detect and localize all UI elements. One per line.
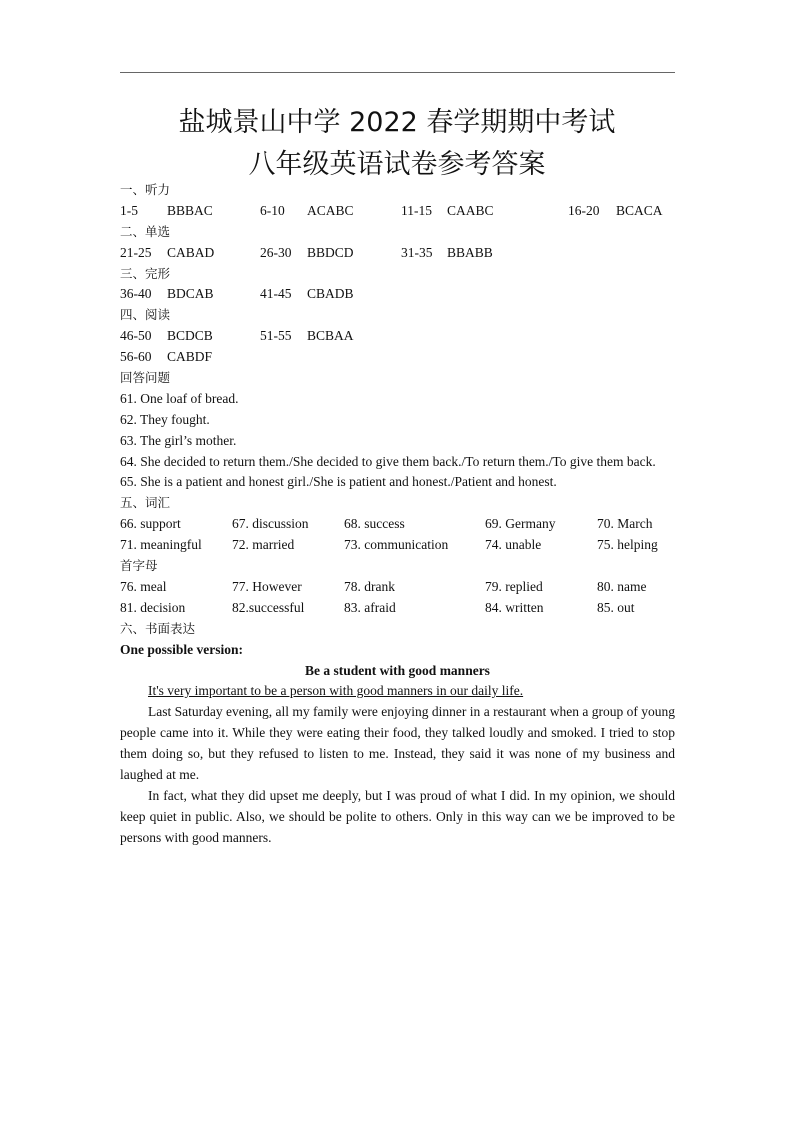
vocabulary-row <box>120 535 675 556</box>
answer-group: 6-10 <box>260 202 285 218</box>
vocabulary-row <box>120 514 675 535</box>
document-title: 盐城景山中学 2022 春学期期中考试 <box>178 107 616 138</box>
vocab-answer: 83. afraid <box>344 599 396 615</box>
vocab-answer: 73. communication <box>344 537 449 553</box>
answer-group: 46-50 <box>120 328 152 344</box>
vocab-answer: 69. Germany <box>485 516 556 532</box>
reading-answers <box>120 326 675 347</box>
answer-group: 1-5 <box>120 202 138 218</box>
vocab-answer: 80. name <box>597 578 647 594</box>
cloze-answers <box>120 284 675 305</box>
vocab-answer: 68. success <box>344 516 405 532</box>
section-heading-reading: 四、阅读 <box>120 307 171 323</box>
answer-group: 41-45 <box>260 286 292 302</box>
answer-value: CAABC <box>447 202 494 218</box>
answer-value: BBBAC <box>167 202 213 218</box>
vocab-answer: 67. discussion <box>232 516 309 532</box>
vocabulary-row <box>120 598 675 619</box>
vocab-answer: 74. unable <box>485 537 542 553</box>
vocab-answer: 79. replied <box>485 578 543 594</box>
answer-value: BDCAB <box>167 286 214 302</box>
essay-opening-text: It's very important to be a person with good manners in our daily life. <box>148 683 524 699</box>
answer-key <box>120 180 675 849</box>
answer-group: 21-25 <box>120 244 152 260</box>
qa-answer: 65. She is a patient and honest girl./She is patient and honest./Patient and honest. <box>120 474 557 490</box>
essay-paragraph: Last Saturday evening, all my family were enjoying dinner in a restaurant when a group of young people came into it. While they were eating their food, they talked loudly and smoked. I tried to stop them doing so, but they refused to listen to me. Instead, they said it was none of my business and laughed at me. <box>120 704 675 782</box>
vocab-answer: 78. drank <box>344 578 395 594</box>
qa-answer: 61. One loaf of bread. <box>120 390 239 406</box>
vocab-answer: 76. meal <box>120 578 167 594</box>
section-heading-qa: 回答问题 <box>120 370 171 386</box>
answer-value: BCACA <box>616 202 663 218</box>
single-choice-answers <box>120 243 675 264</box>
vocab-answer: 70. March <box>597 516 653 532</box>
section-heading-vocabulary: 五、词汇 <box>120 495 171 511</box>
listening-answers <box>120 201 675 222</box>
vocab-answer: 77. However <box>232 578 302 594</box>
section-heading-initial-letter: 首字母 <box>120 558 158 574</box>
answer-value: CBADB <box>307 286 354 302</box>
section-heading-cloze: 三、完形 <box>120 265 171 281</box>
essay-title: Be a student with good manners <box>305 662 490 678</box>
vocab-answer: 72. married <box>232 537 295 553</box>
vocab-answer: 82.successful <box>232 599 305 615</box>
answer-value: CABDF <box>167 349 213 365</box>
qa-answer: 63. The girl’s mother. <box>120 432 237 448</box>
vocab-answer: 85. out <box>597 599 635 615</box>
answer-group: 51-55 <box>260 328 292 344</box>
answer-group: 11-15 <box>401 202 432 218</box>
answer-group: 26-30 <box>260 244 292 260</box>
answer-value: BBABB <box>447 244 493 260</box>
answer-value: ACABC <box>307 202 354 218</box>
vocab-answer: 84. written <box>485 599 544 615</box>
vocab-answer: 71. meaningful <box>120 537 202 553</box>
section-heading-single-choice: 二、单选 <box>120 223 171 239</box>
vocab-answer: 75. helping <box>597 537 658 553</box>
vocab-answer: 81. decision <box>120 599 186 615</box>
vocab-answer: 66. support <box>120 516 181 532</box>
section-heading-writing: 六、书面表达 <box>120 620 196 636</box>
vocabulary-row <box>120 577 675 598</box>
answer-group: 36-40 <box>120 286 152 302</box>
header-rule <box>120 72 675 73</box>
reading-answers <box>120 347 675 368</box>
qa-answer: 62. They fought. <box>120 411 210 427</box>
answer-value: BCDCB <box>167 328 213 344</box>
answer-value: CABAD <box>167 244 215 260</box>
qa-answer: 64. She decided to return them./She decided to give them back./To return them./To give them back. <box>120 453 656 469</box>
answer-group: 16-20 <box>568 202 600 218</box>
essay-paragraph: In fact, what they did upset me deeply, but I was proud of what I did. In my opinion, we should keep quiet in public. Also, we should be polite to others. Only in this way can we be improved to be persons with good manners. <box>120 787 675 845</box>
section-heading-listening: 一、听力 <box>120 182 171 197</box>
answer-value: BBDCD <box>307 244 354 260</box>
version-label: One possible version: <box>120 641 244 657</box>
answer-group: 56-60 <box>120 349 152 365</box>
answer-value: BCBAA <box>307 328 354 344</box>
essay-opening <box>120 681 675 702</box>
answer-group: 31-35 <box>401 244 433 260</box>
document-subtitle: 八年级英语试卷参考答案 <box>248 149 546 180</box>
